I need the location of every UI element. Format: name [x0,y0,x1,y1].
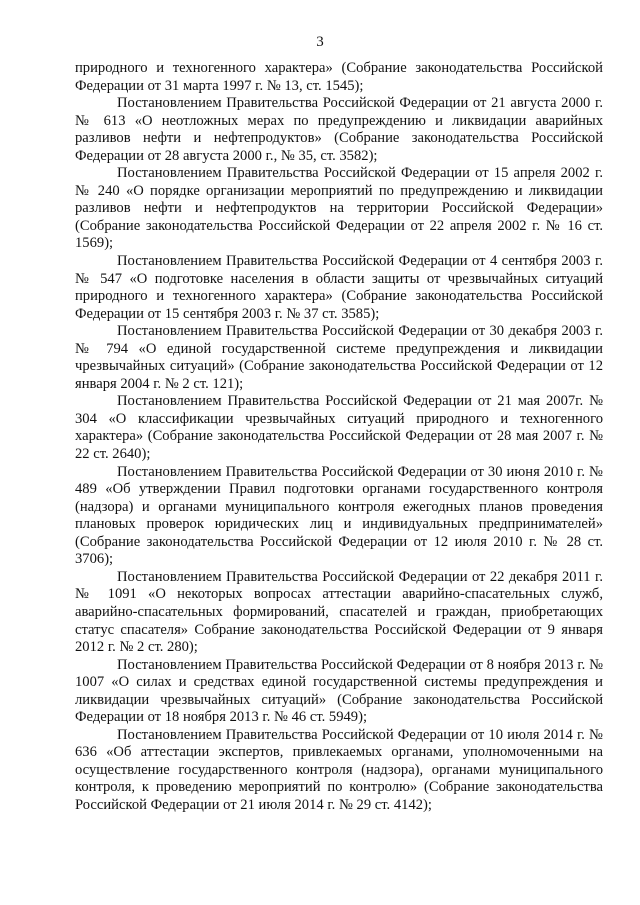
paragraph-decree-2002-240: Постановлением Правительства Российской Федерации от 15 апреля 2002 г. № 240 «О порядке организации мероприятий по предупреждению и ликвидации разливов нефти и нефтепродуктов на территории Российской Федерации» (Собрание законодательства Российской Федерации от 22 апреля 2002 г. № 16 ст. 1569); [75,165,603,252]
paragraph-continuation: природного и техногенного характера» (Собрание законодательства Российской Федерации от 31 марта 1997 г. № 13, ст. 1545); [75,60,603,94]
page-number: 3 [316,34,324,50]
paragraph-decree-2014-636: Постановлением Правительства Российской Федерации от 10 июля 2014 г. № 636 «Об аттестации экспертов, привлекаемых органами, уполномоченными на осуществление государственного контроля (надзора), органами муниципального контроля, к проведению мероприятий по контролю» (Собрание законодательства Российской Федерации от 21 июля 2014 г. № 29 ст. 4142); [75,726,603,813]
document-body [75,60,603,815]
paragraph-decree-2007-304: Постановлением Правительства Российской Федерации от 21 мая 2007г. № 304 «О классификации чрезвычайных ситуаций природного и техногенного характера» (Собрание законодательства Российской Федерации от 28 мая 2007 г. № 22 ст. 2640); [75,393,603,463]
paragraph-decree-2003-547: Постановлением Правительства Российской Федерации от 4 сентября 2003 г. № 547 «О подготовке населения в области защиты от чрезвычайных ситуаций природного и техногенного характера» (Собрание законодательства Российской Федерации от 15 сентября 2003 г. № 37 ст. 3585); [75,253,603,322]
paragraph-decree-2003-794: Постановлением Правительства Российской Федерации от 30 декабря 2003 г. № 794 «О единой государственной системе предупреждения и ликвидации чрезвычайных ситуаций» (Собрание законодательства Российской Федерации от 12 января 2004 г. № 2 ст. 121); [75,323,603,392]
paragraph-decree-2000-613: Постановлением Правительства Российской Федерации от 21 августа 2000 г. № 613 «О неотложных мерах по предупреждению и ликвидации аварийных разливов нефти и нефтепродуктов» (Собрание законодательства Российской Федерации от 28 августа 2000 г., № 35, ст. 3582); [75,95,603,164]
paragraph-decree-2011-1091: Постановлением Правительства Российской Федерации от 22 декабря 2011 г. № 1091 «О некоторых вопросах аттестации аварийно-спасательных служб, аварийно-спасательных формирований, спасателей и граждан, приобретающих статус спасателя» Собрание законодательства Российской Федерации от 9 января 2012 г. № 2 ст. 280); [75,568,603,656]
paragraph-decree-2010-489: Постановлением Правительства Российской Федерации от 30 июня 2010 г. № 489 «Об утверждении Правил подготовки органами государственного контроля (надзора) и органами муниципального контроля ежегодных планов проведения плановых проверок юридических лиц и индивидуальных предпринимателей» (Собрание законодательства Российской Федерации от 12 июля 2010 г. № 28 ст. 3706); [75,463,603,568]
paragraph-decree-2013-1007: Постановлением Правительства Российской Федерации от 8 ноября 2013 г. № 1007 «О силах и средствах единой государственной системы предупреждения и ликвидации чрезвычайных ситуаций» (Собрание законодательства Российской Федерации от 18 ноября 2013 г. № 46 ст. 5949); [75,656,603,726]
